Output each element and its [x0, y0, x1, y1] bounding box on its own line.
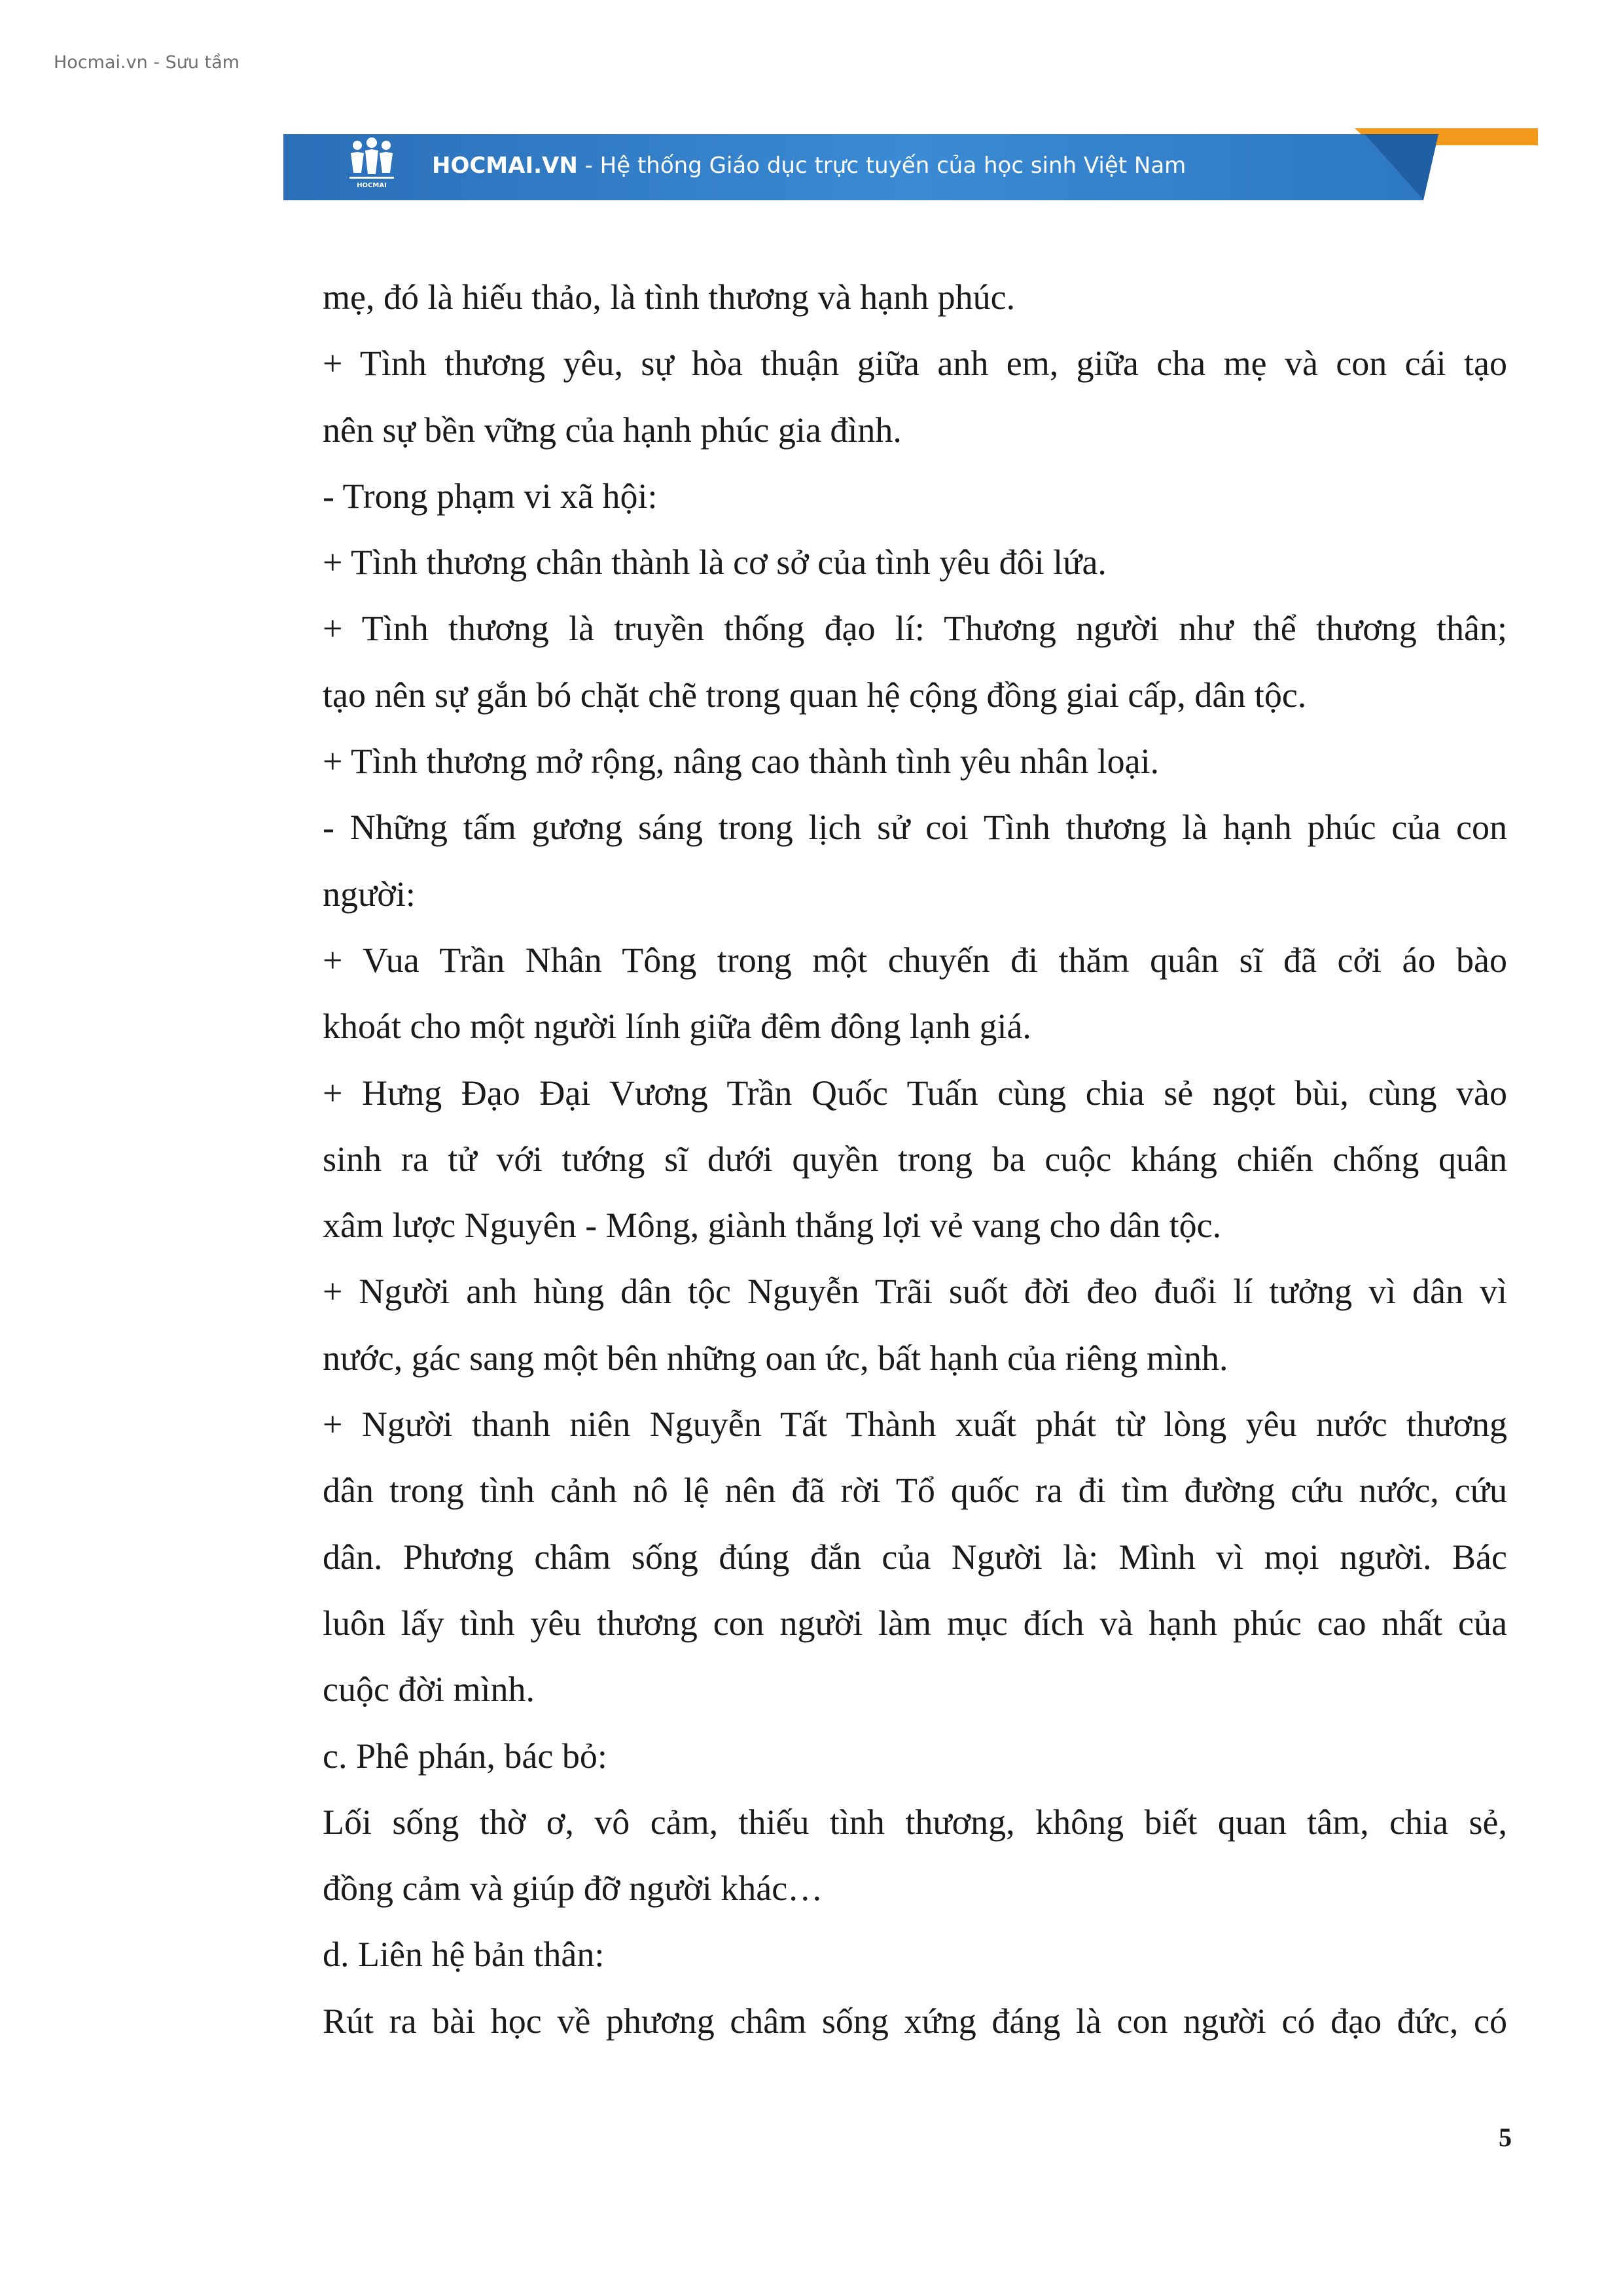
body-line: luôn lấy tình yêu thương con người làm mục đích và hạnh phúc cao nhất của: [323, 1603, 1507, 1643]
document-body: [323, 264, 1507, 2054]
body-line: Lối sống thờ ơ, vô cảm, thiếu tình thương, không biết quan tâm, chia sẻ,: [323, 1802, 1507, 1842]
page-number: 5: [1499, 2123, 1512, 2152]
body-line: d. Liên hệ bản thân:: [323, 1935, 605, 1975]
body-line: nước, gác sang một bên những oan ức, bất hạnh của riêng mình.: [323, 1338, 1228, 1378]
body-line: - Những tấm gương sáng trong lịch sử coi Tình thương là hạnh phúc của con: [323, 808, 1507, 848]
body-line: + Hưng Đạo Đại Vương Trần Quốc Tuấn cùng chia sẻ ngọt bùi, cùng vào: [323, 1073, 1507, 1113]
body-line: + Người anh hùng dân tộc Nguyễn Trãi suốt đời đeo đuổi lí tưởng vì dân vì: [323, 1272, 1507, 1312]
body-line: + Tình thương yêu, sự hòa thuận giữa anh em, giữa cha mẹ và con cái tạo: [323, 344, 1507, 384]
banner-title: [432, 152, 1186, 179]
banner-tagline: - Hệ thống Giáo dục trực tuyến của học sinh Việt Nam: [577, 152, 1186, 179]
body-line: - Trong phạm vi xã hội:: [323, 476, 658, 516]
header-banner: [0, 0, 1623, 209]
body-line: tạo nên sự gắn bó chặt chẽ trong quan hệ cộng đồng giai cấp, dân tộc.: [323, 675, 1307, 715]
body-line: khoát cho một người lính giữa đêm đông lạnh giá.: [323, 1007, 1031, 1047]
body-line: mẹ, đó là hiếu thảo, là tình thương và hạnh phúc.: [323, 278, 1016, 317]
body-line: c. Phê phán, bác bỏ:: [323, 1736, 607, 1776]
hocmai-logo: [344, 136, 399, 191]
source-note: Hocmai.vn - Sưu tầm: [54, 52, 240, 73]
body-line: đồng cảm và giúp đỡ người khác…: [323, 1869, 823, 1909]
body-line: + Tình thương là truyền thống đạo lí: Thương người như thể thương thân;: [323, 609, 1507, 649]
body-line: cuộc đời mình.: [323, 1670, 535, 1710]
body-line: dân trong tình cảnh nô lệ nên đã rời Tổ quốc ra đi tìm đường cứu nước, cứu: [323, 1471, 1507, 1511]
body-line: xâm lược Nguyên - Mông, giành thắng lợi vẻ vang cho dân tộc.: [323, 1206, 1222, 1246]
body-line: người:: [323, 874, 416, 914]
body-line: + Tình thương mở rộng, nâng cao thành tình yêu nhân loại.: [323, 742, 1160, 781]
body-line: + Tình thương chân thành là cơ sở của tình yêu đôi lứa.: [323, 543, 1107, 583]
body-line: nên sự bền vững của hạnh phúc gia đình.: [323, 410, 902, 450]
body-line: + Người thanh niên Nguyễn Tất Thành xuất phát từ lòng yêu nước thương: [323, 1405, 1507, 1444]
body-line: Rút ra bài học về phương châm sống xứng đáng là con người có đạo đức, có: [323, 2001, 1507, 2041]
svg-text:HOCMAI: HOCMAI: [357, 182, 387, 189]
body-line: dân. Phương châm sống đúng đắn của Người là: Mình vì mọi người. Bác: [323, 1537, 1507, 1577]
body-line: sinh ra tử với tướng sĩ dưới quyền trong ba cuộc kháng chiến chống quân: [323, 1139, 1507, 1179]
body-line: + Vua Trần Nhân Tông trong một chuyến đi thăm quân sĩ đã cởi áo bào: [323, 940, 1507, 980]
banner-brand: HOCMAI.VN: [432, 152, 578, 179]
